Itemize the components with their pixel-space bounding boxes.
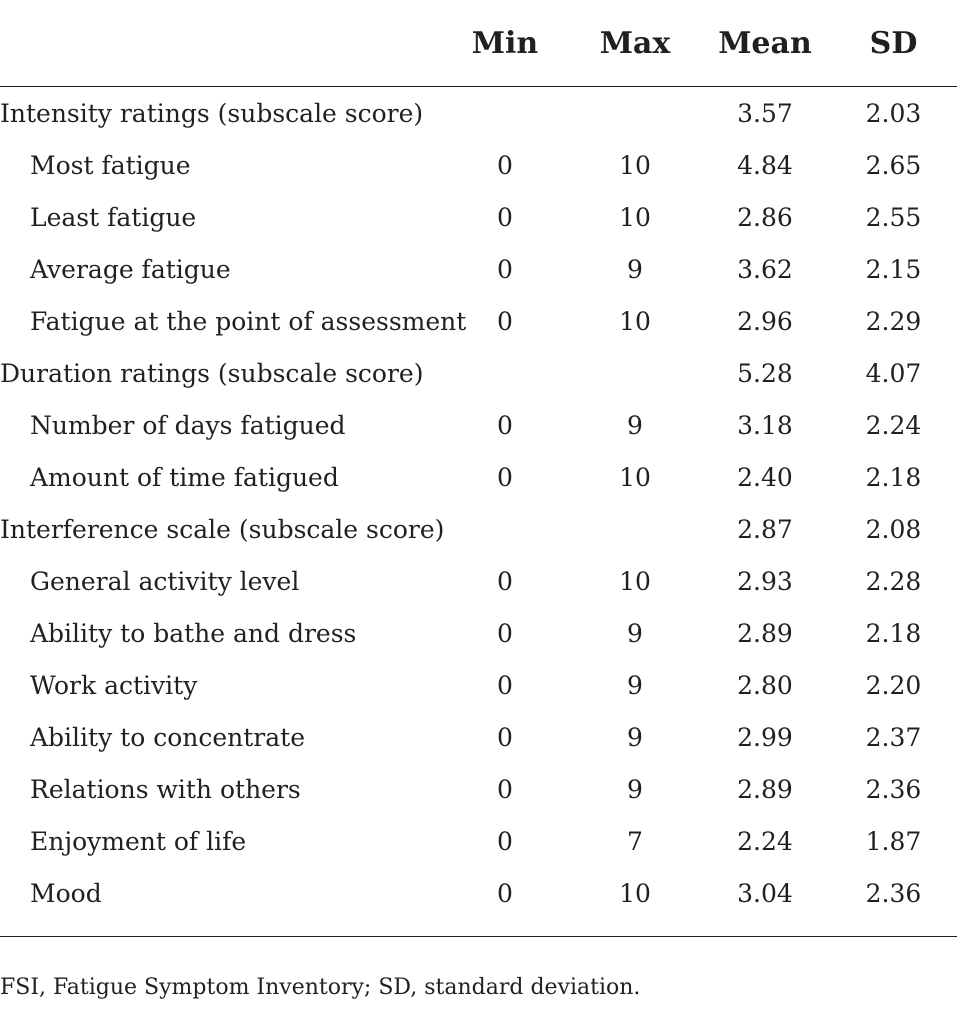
cell-min: 0 xyxy=(497,462,513,492)
row-label: Least fatigue xyxy=(30,202,197,232)
cell-min: 0 xyxy=(497,254,513,284)
row-label: Most fatigue xyxy=(30,150,191,180)
cell-sd: 2.65 xyxy=(865,150,922,180)
cell-mean: 3.62 xyxy=(737,254,793,284)
cell-min: 0 xyxy=(497,150,513,180)
table-row xyxy=(0,659,957,711)
cell-sd: 2.08 xyxy=(865,514,922,544)
cell-min: 0 xyxy=(497,566,513,596)
cell-max: 9 xyxy=(627,618,643,648)
header-row xyxy=(0,0,957,87)
header-mean: Mean xyxy=(700,0,830,87)
cell-max: 9 xyxy=(627,254,643,284)
table-row xyxy=(0,347,957,399)
cell-max: 9 xyxy=(627,670,643,700)
cell-mean: 3.57 xyxy=(737,98,793,128)
table-row xyxy=(0,607,957,659)
cell-max xyxy=(570,503,700,555)
cell-sd: 2.18 xyxy=(865,618,922,648)
cell-min: 0 xyxy=(497,410,513,440)
header-max: Max xyxy=(570,0,700,87)
row-label: Intensity ratings (subscale score) xyxy=(0,98,424,128)
table-row xyxy=(0,555,957,607)
table-row xyxy=(0,243,957,295)
cell-max xyxy=(570,347,700,399)
cell-max xyxy=(570,87,700,140)
cell-mean: 2.89 xyxy=(737,618,793,648)
cell-sd: 2.37 xyxy=(865,722,922,752)
row-label: Relations with others xyxy=(30,774,301,804)
header-sd: SD xyxy=(830,0,957,87)
cell-mean: 2.96 xyxy=(737,306,793,336)
cell-min xyxy=(440,87,570,140)
cell-sd: 2.03 xyxy=(865,98,922,128)
cell-sd: 2.15 xyxy=(865,254,922,284)
cell-sd: 2.55 xyxy=(865,202,922,232)
table-row xyxy=(0,399,957,451)
row-label: Fatigue at the point of assessment xyxy=(30,306,467,336)
table-row xyxy=(0,87,957,140)
row-label: Mood xyxy=(30,878,102,908)
table-row xyxy=(0,711,957,763)
cell-min: 0 xyxy=(497,774,513,804)
table-row xyxy=(0,139,957,191)
cell-sd: 1.87 xyxy=(865,826,922,856)
cell-mean: 2.86 xyxy=(737,202,793,232)
row-label: Amount of time fatigued xyxy=(30,462,339,492)
cell-sd: 2.29 xyxy=(865,306,922,336)
cell-max: 10 xyxy=(619,150,651,180)
cell-mean: 5.28 xyxy=(737,358,793,388)
cell-mean: 2.24 xyxy=(737,826,793,856)
row-label: General activity level xyxy=(30,566,300,596)
table-bottom-rule xyxy=(0,936,957,937)
cell-max: 7 xyxy=(627,826,643,856)
row-label: Work activity xyxy=(30,670,198,700)
cell-sd: 2.18 xyxy=(865,462,922,492)
row-label: Enjoyment of life xyxy=(30,826,247,856)
cell-min: 0 xyxy=(497,826,513,856)
table-row xyxy=(0,295,957,347)
cell-max: 10 xyxy=(619,878,651,908)
cell-mean: 2.87 xyxy=(737,514,793,544)
cell-min: 0 xyxy=(497,722,513,752)
cell-max: 10 xyxy=(619,566,651,596)
header-min: Min xyxy=(440,0,570,87)
cell-sd: 2.20 xyxy=(865,670,922,700)
cell-sd: 2.36 xyxy=(865,878,922,908)
cell-min xyxy=(440,347,570,399)
table-row xyxy=(0,867,957,919)
cell-max: 9 xyxy=(627,410,643,440)
table-row xyxy=(0,451,957,503)
table-row xyxy=(0,503,957,555)
cell-min xyxy=(440,503,570,555)
table-row xyxy=(0,191,957,243)
cell-max: 10 xyxy=(619,306,651,336)
row-label: Interference scale (subscale score) xyxy=(0,514,445,544)
cell-max: 9 xyxy=(627,774,643,804)
row-label: Ability to concentrate xyxy=(30,722,305,752)
cell-mean: 3.18 xyxy=(737,410,793,440)
header-label xyxy=(0,0,440,87)
cell-min: 0 xyxy=(497,670,513,700)
cell-sd: 2.28 xyxy=(865,566,922,596)
cell-mean: 3.04 xyxy=(737,878,793,908)
cell-max: 10 xyxy=(619,462,651,492)
cell-min: 0 xyxy=(497,306,513,336)
cell-sd: 2.36 xyxy=(865,774,922,804)
table-row xyxy=(0,815,957,867)
cell-min: 0 xyxy=(497,878,513,908)
table-row xyxy=(0,763,957,815)
cell-mean: 2.40 xyxy=(737,462,793,492)
table-footnote: FSI, Fatigue Symptom Inventory; SD, standard deviation. xyxy=(0,975,641,1000)
row-label: Duration ratings (subscale score) xyxy=(0,358,424,388)
cell-max: 10 xyxy=(619,202,651,232)
cell-min: 0 xyxy=(497,202,513,232)
cell-min: 0 xyxy=(497,618,513,648)
cell-sd: 2.24 xyxy=(865,410,922,440)
row-label: Ability to bathe and dress xyxy=(30,618,357,648)
cell-max: 9 xyxy=(627,722,643,752)
cell-sd: 4.07 xyxy=(865,358,922,388)
row-label: Number of days fatigued xyxy=(30,410,346,440)
cell-mean: 2.93 xyxy=(737,566,793,596)
cell-mean: 2.80 xyxy=(737,670,793,700)
cell-mean: 2.99 xyxy=(737,722,793,752)
row-label: Average fatigue xyxy=(30,254,231,284)
cell-mean: 2.89 xyxy=(737,774,793,804)
cell-mean: 4.84 xyxy=(737,150,793,180)
